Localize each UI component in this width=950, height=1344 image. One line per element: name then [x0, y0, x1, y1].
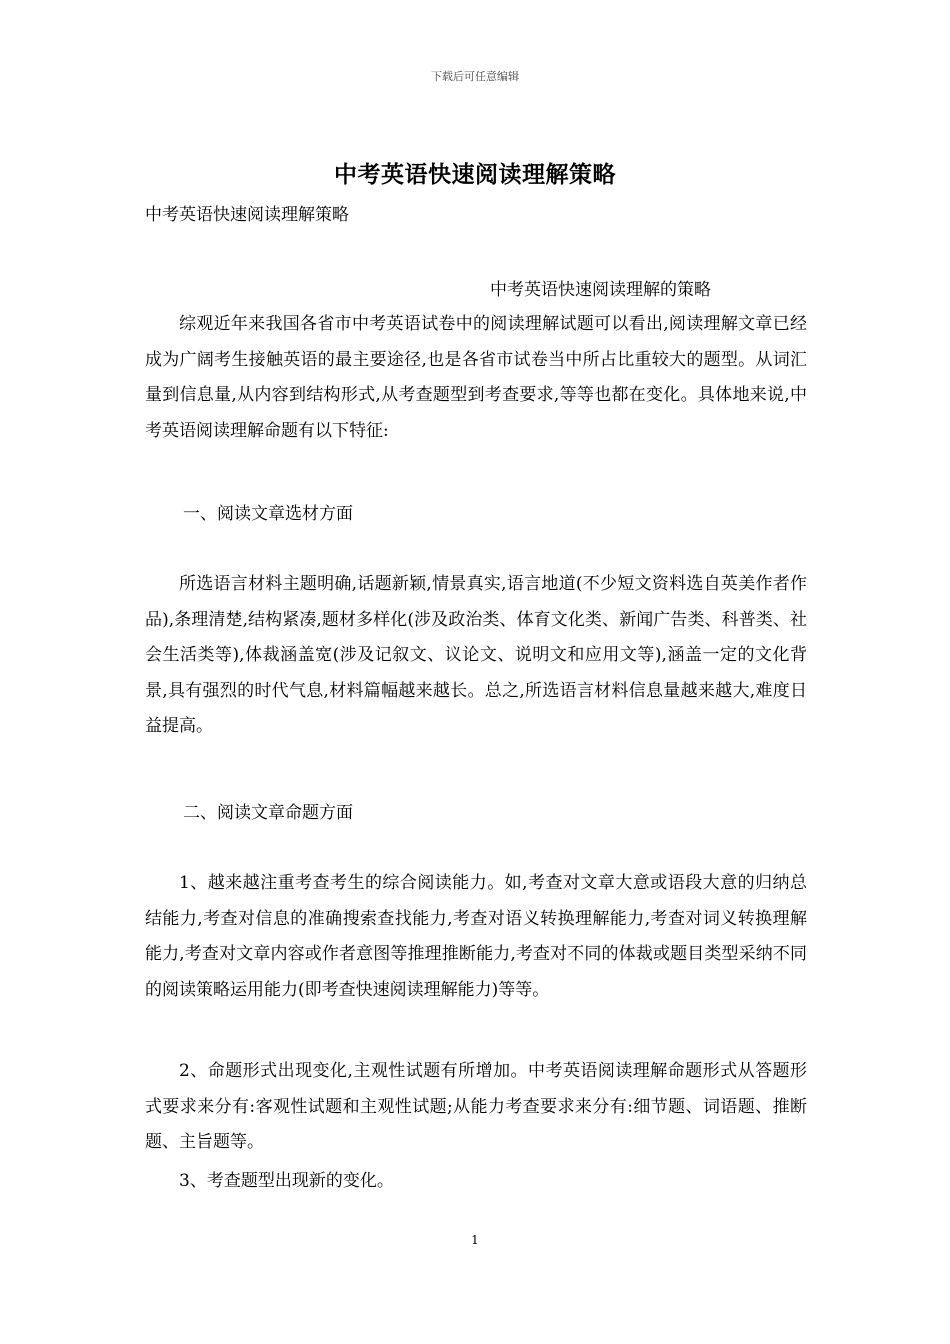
- article-heading: 中考英语快速阅读理解的策略: [490, 280, 711, 300]
- page-number: 1: [471, 1233, 479, 1247]
- intro-paragraph: 综观近年来我国各省市中考英语试卷中的阅读理解试题可以看出,阅读理解文章已经成为广阔考生接触英语的最主要途径,也是各省市试卷当中所占比重较大的题型。从词汇量到信息量,从内容到结构形式,从考查题型到考查要求,等等也都在变化。具体地来说,中考英语阅读理解命题有以下特征:: [145, 314, 807, 441]
- section-heading-1: 一、阅读文章选材方面: [183, 504, 353, 524]
- section-1-paragraph: 所选语言材料主题明确,话题新颖,情景真实,语言地道(不少短文资料选自英美作者作品),条理清楚,结构紧凑,题材多样化(涉及政治类、体育文化类、新闻广告类、科普类、社会生活类等),体裁涵盖宽(涉及记叙文、议论文、说明文和应用文等),涵盖一定的文化背景,具有强烈的时代气息,材料篇幅越来越长。总之,所选语言材料信息量越来越大,难度日益提高。: [145, 574, 807, 736]
- document-subtitle: 中考英语快速阅读理解策略: [145, 205, 349, 225]
- document-title: 中考英语快速阅读理解策略: [334, 162, 616, 188]
- point-3-paragraph: 3、考查题型出现新的变化。: [179, 1171, 394, 1191]
- point-2-paragraph: 2、命题形式出现变化,主观性试题有所增加。中考英语阅读理解命题形式从答题形式要求来分有:客观性试题和主观性试题;从能力考查要求来分有:细节题、词语题、推断题、主旨题等。: [145, 1061, 807, 1152]
- header-note: 下载后可任意编辑: [431, 70, 519, 83]
- point-1-paragraph: 1、越来越注重考查考生的综合阅读能力。如,考查对文章大意或语段大意的归纳总结能力,考查对信息的准确搜索查找能力,考查对语义转换理解能力,考查对词义转换理解能力,考查对文章内容或作者意图等推理推断能力,考查对不同的体裁或题目类型采纳不同的阅读策略运用能力(即考查快速阅读理解能力)等等。: [145, 873, 807, 1000]
- section-heading-2: 二、阅读文章命题方面: [183, 803, 353, 823]
